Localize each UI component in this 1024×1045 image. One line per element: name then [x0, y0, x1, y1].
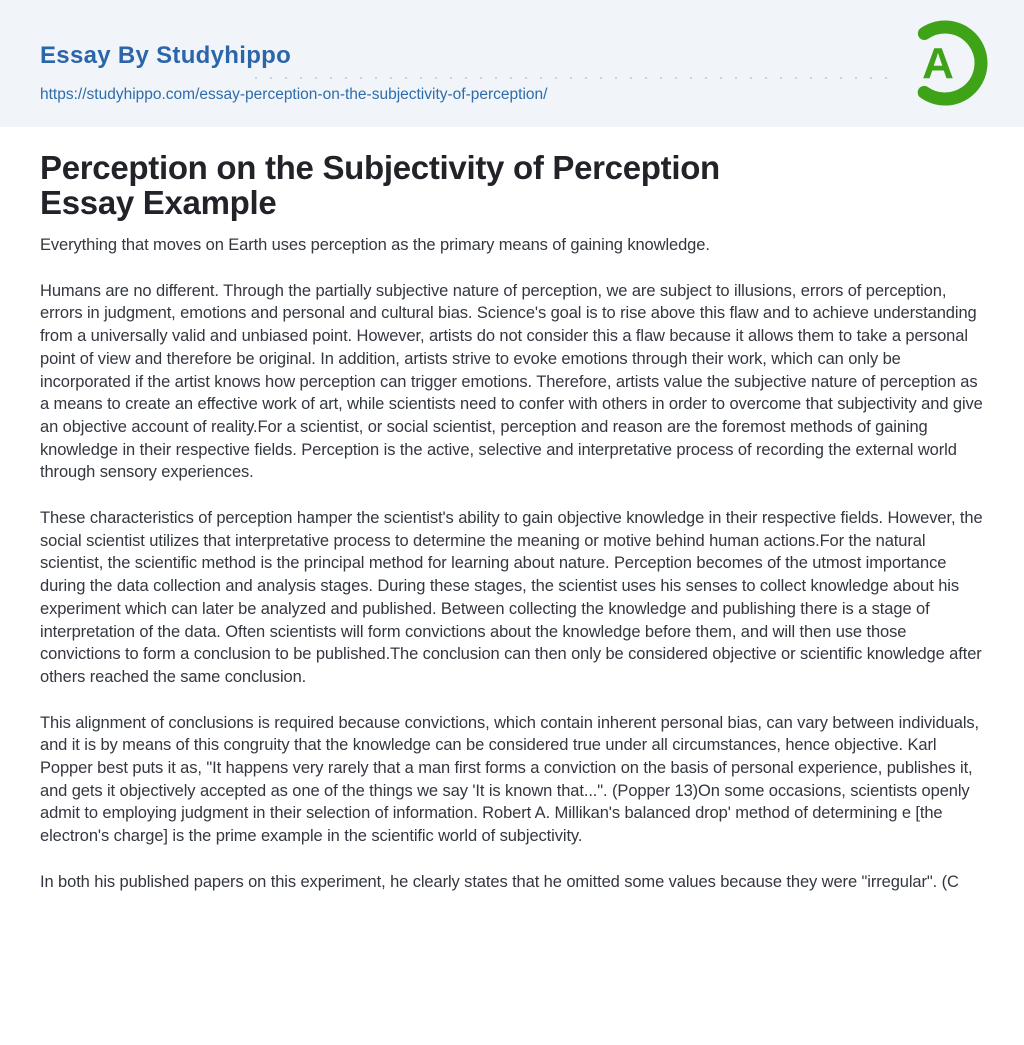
essay-paragraph-5: In both his published papers on this experiment, he clearly states that he omitted some values because they were "irregular". (C: [40, 872, 959, 891]
essay-paragraph-1: Everything that moves on Earth uses perception as the primary means of gaining knowledge.: [40, 236, 710, 254]
essay-title-line-1: Perception on the Subjectivity of Perception: [40, 149, 720, 186]
essay-paragraph-3: These characteristics of perception hamper the scientist's ability to gain objective knowledge in their respective fields. However, the social scientist utilizes that interpretative process to determine the meaning or motive behind human actions.For the natural scientist, the scientific method is the principal method for learning about nature. Perception becomes of the utmost importance during the data collection and analysis stages. During these stages, the scientist uses his senses to collect knowledge about his experiment which can later be analyzed and published. Between collecting the knowledge and publishing there is a stage of interpretation of the data. Often scientists will form convictions about the knowledge before them, and will then use those convictions to form a conclusion to be published.The conclusion can then only be considered objective or scientific knowledge after others reached the same conclusion.: [40, 509, 983, 686]
essay-content: [0, 127, 1024, 894]
logo-letter: A: [922, 39, 954, 88]
studyhippo-logo: [902, 20, 988, 106]
logo-circle-icon: [902, 20, 988, 106]
page-url-link[interactable]: https://studyhippo.com/essay-perception-on-the-subjectivity-of-perception/: [40, 86, 548, 103]
dotted-leader-line: [255, 77, 890, 79]
site-title: Essay By Studyhippo: [40, 42, 292, 69]
essay-paragraph-4: This alignment of conclusions is required because convictions, which contain inherent personal bias, can vary between individuals, and it is by means of this congruity that the knowledge can be considered true under all circumstances, hence objective. Karl Popper best puts it as, "It happens very rarely that a man first forms a conviction on the basis of personal experience, publishes it, and gets it objectively accepted as one of the things we say 'It is known that...". (Popper 13)On some occasions, scientists openly admit to employing judgment in their selection of information. Robert A. Millikan's balanced drop' method of determining e [the electron's charge] is the prime example in the scientific world of subjectivity.: [40, 713, 980, 846]
page-header: [0, 0, 1024, 127]
essay-paragraph-2: Humans are no different. Through the partially subjective nature of perception, we are subject to illusions, errors of perception, errors in judgment, emotions and personal and cultural bias. Science's goal is to rise above this flaw and to achieve understanding from a universally valid and unbiased point. However, artists do not consider this a flaw because it allows them to take a personal point of view and therefore be original. In addition, artists strive to evoke emotions through their work, which can only be incorporated if the artist knows how perception can trigger emotions. Therefore, artists value the subjective nature of perception as a means to create an effective work of art, while scientists need to confer with others in order to overcome that subjectivity and give an objective account of reality.For a scientist, or social scientist, perception and reason are the foremost methods of gaining knowledge in their respective fields. Perception is the active, selective and interpretative process of recording the external world through sensory experiences.: [40, 281, 983, 482]
essay-title: [40, 150, 984, 220]
essay-title-line-2: Essay Example: [40, 184, 277, 221]
